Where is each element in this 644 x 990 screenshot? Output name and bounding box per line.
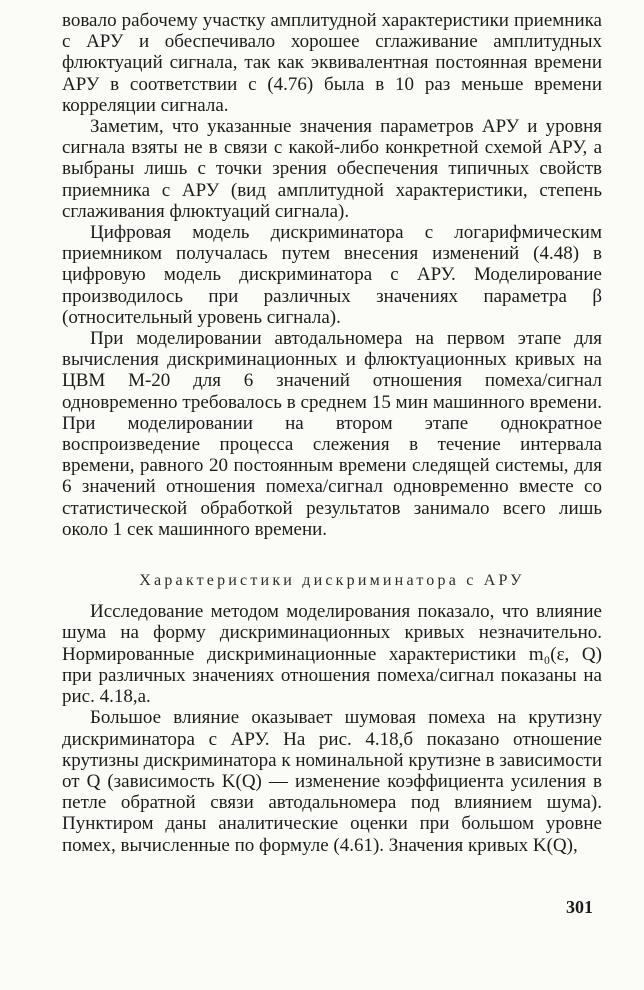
page-body <box>62 10 602 856</box>
paragraph-parameter-note: Заметим, что указанные значения параметров АРУ и уровня сигнала взяты не в связи с какой-либо конкретной схемой АРУ, а выбраны лишь с точки зрения обеспечения типичных свойств приемника с АРУ (вид амплитудной характеристики, степень сглаживания флюктуаций сигнала). <box>62 116 602 222</box>
section-heading: Характеристики дискриминатора с АРУ <box>139 572 525 590</box>
page-number: 301 <box>566 897 593 917</box>
paragraph-continuation-aru: вовало рабочему участку амплитудной характеристики приемника с АРУ и обеспечивало хорошее сглаживание амплитудных флюктуаций сигнала, так как эквивалентная постоянная времени АРУ в соответствии с (4.76) была в 10 раз меньше времени корреляции сигнала. <box>62 10 602 116</box>
paragraph-log-receiver-model: Цифровая модель дискриминатора с логарифмическим приемником получалась путем внесения изменений (4.48) в цифровую модель дискриминатора с АРУ. Моделирование производилось при различных значениях параметра β (относительный уровень сигнала). <box>62 222 602 328</box>
paragraph-noise-influence: Исследование методом моделирования показало, что влияние шума на форму дискриминационных кривых незначительно. Нормированные дискриминационные характеристики m₀(ε, Q) при различных значениях отношения помеха/сигнал показаны на рис. 4.18,а. <box>62 601 602 708</box>
paragraph-steepness: Большое влияние оказывает шумовая помеха на крутизну дискриминатора с АРУ. На рис. 4.18,б показано отношение крутизны дискриминатора к номинальной крутизне в зависимости от Q (зависимость K(Q) — изменение коэффициента усиления в петле обратной связи автодальномера под влиянием шума). Пунктиром даны аналитические оценки при большом уровне помех, вычисленные по формуле (4.61). Значения кривых K(Q), <box>62 707 602 856</box>
paragraph-computation-time: При моделировании автодальномера на первом этапе для вычисления дискриминационных и флюктуационных кривых на ЦВМ М-20 для 6 значений отношения помеха/сигнал одновременно требовалось в среднем 15 мин машинного времени. При моделировании на втором этапе однократное воспроизведение процесса слежения в течение интервала времени, равного 20 постоянным времени следящей системы, для 6 значений отношения помеха/сигнал одновременно вместе со статистической обработкой результатов занимало всего лишь около 1 сек машинного времени. <box>62 328 602 540</box>
